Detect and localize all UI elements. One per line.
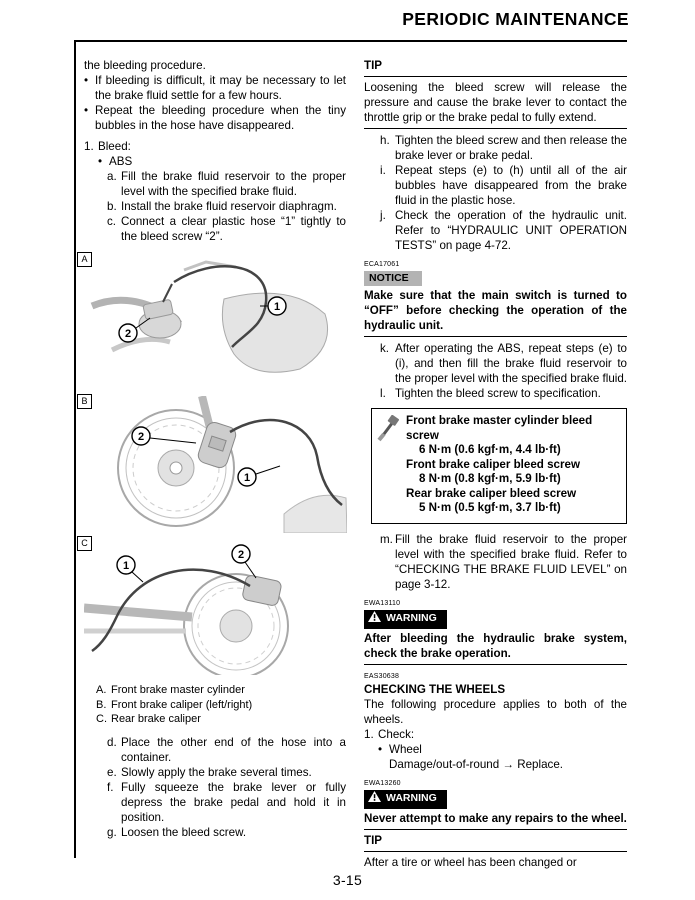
spec-item-value: 5 N·m (0.5 kgf·m, 3.7 lb·ft): [419, 501, 561, 514]
substep-text: Tighten the bleed screw to specification.: [395, 387, 601, 400]
substep-text: Slowly apply the brake several times.: [121, 765, 312, 779]
step-text: Bleed:: [98, 140, 131, 153]
caption-text: Front brake caliper (left/right): [111, 698, 253, 711]
step-text: Check:: [378, 727, 415, 741]
bullet-text: Repeat the bleeding procedure when the tiny bubbles in the hose have disappeared.: [95, 104, 346, 132]
warning-code: EWA13110: [364, 599, 401, 607]
substep-text: Fully squeeze the brake lever or fully depress the brake pedal and hold it in position.: [121, 780, 346, 824]
torque-wrench-icon: [377, 414, 401, 516]
bullet-text: ABS: [109, 155, 133, 168]
bullet-marker: •: [84, 74, 89, 87]
bullet-text: If bleeding is difficult, it may be necessary to let the brake fluid settle for a few hours.: [95, 74, 346, 102]
bullet-item: [98, 154, 346, 169]
divider-rule: [364, 851, 627, 852]
callout-2: 2: [237, 549, 245, 561]
spec-item-name: Front brake master cylinder bleed screw: [406, 414, 593, 442]
torque-spec-box: [371, 408, 627, 524]
callout-1: 1: [243, 472, 251, 484]
substep-marker: k.: [380, 342, 390, 355]
figure-caption: [96, 683, 346, 698]
warning-code: EWA13260: [364, 779, 401, 787]
substep-marker: c.: [107, 215, 117, 228]
tip-text: After a tire or wheel has been changed or: [364, 855, 577, 869]
divider-rule: [364, 336, 627, 337]
substep-item: [107, 765, 346, 780]
substep-item: [107, 169, 346, 199]
section-intro: The following procedure applies to both of the wheels.: [364, 697, 627, 726]
divider-rule: [364, 128, 627, 129]
warning-block: [364, 599, 627, 665]
notice-text: Make sure that the main switch is turned to “OFF” before checking the operation of the hydraulic unit.: [364, 289, 627, 332]
numbered-step: [364, 727, 627, 742]
substep-item: [380, 133, 627, 163]
substep-item: [107, 199, 346, 214]
substep-text: Place the other end of the hose into a container.: [121, 735, 346, 764]
substep-text: After operating the ABS, repeat steps (e) to (i), and then fill the brake fluid reservoir to the proper level with the specified brake fluid.: [395, 342, 628, 385]
spec-item-name: Front brake caliper bleed screw: [406, 457, 580, 471]
substep-item: [380, 386, 627, 401]
figure-c-illustration: [84, 538, 347, 675]
bullet-item: [84, 73, 346, 103]
warning-block: [364, 779, 627, 830]
warning-badge: [364, 790, 447, 809]
warning-badge: [364, 610, 447, 629]
divider-rule: [364, 664, 627, 665]
figure-caption: [96, 698, 346, 713]
substep-marker: m.: [380, 532, 393, 546]
spec-item-value: 6 N·m (0.6 kgf·m, 4.4 lb·ft): [419, 443, 561, 456]
divider-rule: [364, 76, 627, 77]
callout-1: 1: [122, 560, 130, 572]
figure-b-illustration: [84, 396, 347, 533]
bullet-text: Wheel: [389, 742, 422, 756]
intro-text: the bleeding procedure.: [84, 59, 206, 72]
substep-text: Fill the brake fluid reservoir to the proper level with the specified brake fluid.: [121, 170, 346, 198]
substep-marker: i.: [380, 164, 386, 177]
figure-caption: [96, 712, 346, 727]
substep-marker: l.: [380, 387, 386, 400]
section-code: EAS30638: [364, 672, 400, 680]
figure-c: [81, 538, 346, 675]
figure-label: C: [77, 536, 92, 551]
section-heading: CHECKING THE WHEELS: [364, 682, 506, 696]
substep-text: Install the brake fluid reservoir diaphragm.: [121, 200, 337, 213]
figure-label: B: [77, 394, 92, 409]
warning-triangle-icon: [368, 611, 381, 627]
figure-a: [81, 254, 346, 391]
bullet-marker: •: [378, 742, 383, 756]
right-column: [364, 58, 627, 870]
header-rule: [74, 40, 627, 42]
substep-text: Repeat steps (e) to (h) until all of the air bubbles have disappeared from the brake fluid in the plastic hose.: [395, 164, 627, 207]
caption-marker: A.: [96, 684, 107, 696]
substep-item: [107, 214, 346, 244]
substep-item: [107, 825, 346, 840]
substep-text: Fill the brake fluid reservoir to the proper level with the specified brake fluid. Refer to “CHECKING THE BRAKE FLUID LEVEL” on page 3-12.: [395, 532, 627, 591]
substep-marker: b.: [107, 200, 117, 213]
section-checking-wheels: [364, 672, 627, 772]
spec-item-name: Rear brake caliper bleed screw: [406, 486, 577, 500]
left-border-rule: [74, 40, 76, 858]
caption-marker: C.: [96, 713, 107, 725]
caption-text: Rear brake caliper: [111, 713, 201, 725]
substep-text: Tighten the bleed screw and then release the brake lever or brake pedal.: [395, 134, 627, 162]
figure-label: A: [77, 252, 92, 267]
warning-label: WARNING: [386, 612, 437, 624]
substep-item: [380, 532, 627, 592]
numbered-step: [84, 139, 346, 154]
substep-marker: h.: [380, 134, 390, 147]
page-number: 3-15: [332, 872, 363, 888]
callout-2: 2: [124, 328, 132, 340]
bullet-marker: •: [84, 104, 89, 117]
substep-item: [107, 780, 346, 825]
tip-label: TIP: [364, 833, 383, 847]
tip-label: TIP: [364, 59, 383, 72]
step-marker: 1.: [84, 140, 94, 153]
notice-block: [364, 260, 627, 337]
left-column: [81, 58, 346, 840]
substep-marker: f.: [107, 780, 114, 794]
substep-marker: j.: [380, 209, 386, 222]
warning-label: WARNING: [386, 792, 437, 804]
substep-item: [380, 341, 627, 386]
figure-b: [81, 396, 346, 533]
substep-marker: g.: [107, 825, 117, 839]
bullet-item: [378, 742, 627, 757]
callout-1: 1: [273, 301, 281, 313]
substep-marker: e.: [107, 765, 117, 779]
substep-text: Loosen the bleed screw.: [121, 825, 247, 839]
substep-text: Connect a clear plastic hose “1” tightly to the bleed screw “2”.: [121, 215, 346, 243]
tip-block: [364, 58, 627, 129]
spec-item-value: 8 N·m (0.8 kgf·m, 5.9 lb·ft): [419, 472, 561, 485]
substep-item: [380, 208, 627, 253]
warning-triangle-icon: [368, 791, 381, 807]
substep-item: [380, 163, 627, 208]
tip-text: Loosening the bleed screw will release the pressure and cause the brake lever to contact the throttle grip or the brake pedal to fully extend.: [364, 81, 627, 124]
notice-badge: NOTICE: [364, 271, 422, 286]
caption-marker: B.: [96, 698, 107, 711]
tip-block: [364, 833, 627, 870]
step-marker: 1.: [364, 727, 374, 741]
caption-text: Front brake master cylinder: [111, 684, 245, 696]
warning-text: Never attempt to make any repairs to the wheel.: [364, 811, 627, 825]
bullet-marker: •: [98, 155, 103, 168]
warning-text: After bleeding the hydraulic brake system, check the brake operation.: [364, 631, 627, 660]
callout-2: 2: [137, 431, 145, 443]
substep-marker: d.: [107, 735, 117, 749]
page-title: PERIODIC MAINTENANCE: [402, 9, 629, 29]
divider-rule: [364, 829, 627, 830]
bullet-item: [84, 103, 346, 133]
check-detail: Damage/out-of-round → Replace.: [389, 757, 563, 771]
figure-a-illustration: [84, 254, 347, 391]
substep-item: [107, 735, 346, 765]
notice-code: ECA17061: [364, 261, 400, 268]
substep-marker: a.: [107, 170, 117, 183]
substep-text: Check the operation of the hydraulic unit. Refer to “HYDRAULIC UNIT OPERATION TESTS” on page 4-72.: [395, 209, 627, 252]
